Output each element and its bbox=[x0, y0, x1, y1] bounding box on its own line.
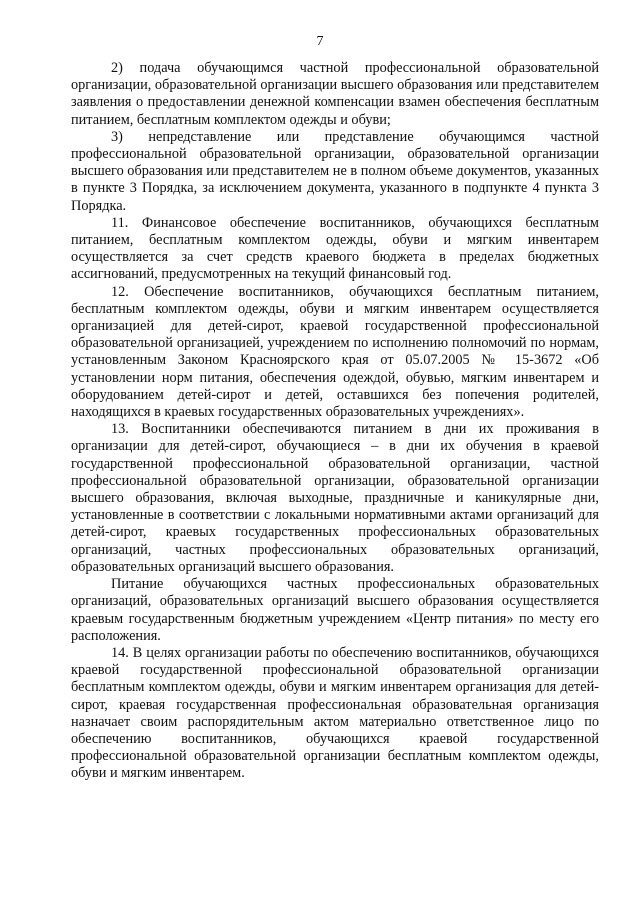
paragraph-item-2: 2) подача обучающимся частной профессиональной образовательной организации, образовательной организации высшего образования или представителем заявления о предоставлении денежной компенсации взамен обеспечения бесплатным питанием, бесплатным комплектом одежды и обуви; bbox=[71, 60, 599, 128]
paragraph-section-12: 12. Обеспечение воспитанников, обучающихся бесплатным питанием, бесплатным комплектом одежды, обуви и мягким инвентарем осуществляется организацией для детей-сирот, краевой государственной профессиональной образовательной организацией, учреждением по исполнению полномочий по нормам, установленным Законом Красноярского края от 05.07.2005 № 15-3672 «Об установлении норм питания, обеспечения одеждой, обувью, мягким инвентарем и оборудованием детей-сирот и детей, оставшихся без попечения родителей, находящихся в краевых государственных образовательных учреждениях». bbox=[71, 283, 599, 421]
paragraph-item-3: 3) непредставление или представление обучающимся частной профессиональной образовательной организации, образовательной организации высшего образования или представителем не в полном объеме документов, указанных в пункте 3 Порядка, за исключением документа, указанного в подпункте 4 пункта 3 Порядка. bbox=[71, 128, 599, 214]
document-body bbox=[71, 60, 599, 783]
paragraph-section-11: 11. Финансовое обеспечение воспитанников, обучающихся бесплатным питанием, бесплатным комплектом одежды, обуви и мягким инвентарем осуществляется за счет средств краевого бюджета в пределах бюджетных ассигнований, предусмотренных на текущий финансовый год. bbox=[71, 214, 599, 283]
page-number: 7 bbox=[316, 34, 324, 49]
paragraph-section-13: 13. Воспитанники обеспечиваются питанием в дни их проживания в организации для детей-сирот, обучающиеся – в дни их обучения в краевой государственной профессиональной образовательной организации, частной профессиональной образовательной организации, образовательной организации высшего образования, включая выходные, праздничные и каникулярные дни, установленные в соответствии с локальными нормативными актами организаций для детей-сирот, краевых государственных профессиональных образовательных организаций, частных профессиональных образовательных организаций, образовательных организаций высшего образования. bbox=[71, 421, 599, 575]
paragraph-section-14: 14. В целях организации работы по обеспечению воспитанников, обучающихся краевой государственной профессиональной образовательной организации бесплатным комплектом одежды, обуви и мягким инвентарем организация для детей-сирот, краевая государственная профессиональная образовательная организация назначает своим распорядительным актом материально ответственное лицо по обеспечению воспитанников, обучающихся краевой государственной профессиональной образовательной организации бесплатным комплектом одежды, обуви и мягким инвентарем. bbox=[71, 644, 599, 782]
paragraph-section-13-continued: Питание обучающихся частных профессиональных образовательных организаций, образовательных организаций высшего образования осуществляется краевым государственным бюджетным учреждением «Центр питания» по месту его расположения. bbox=[71, 576, 599, 644]
